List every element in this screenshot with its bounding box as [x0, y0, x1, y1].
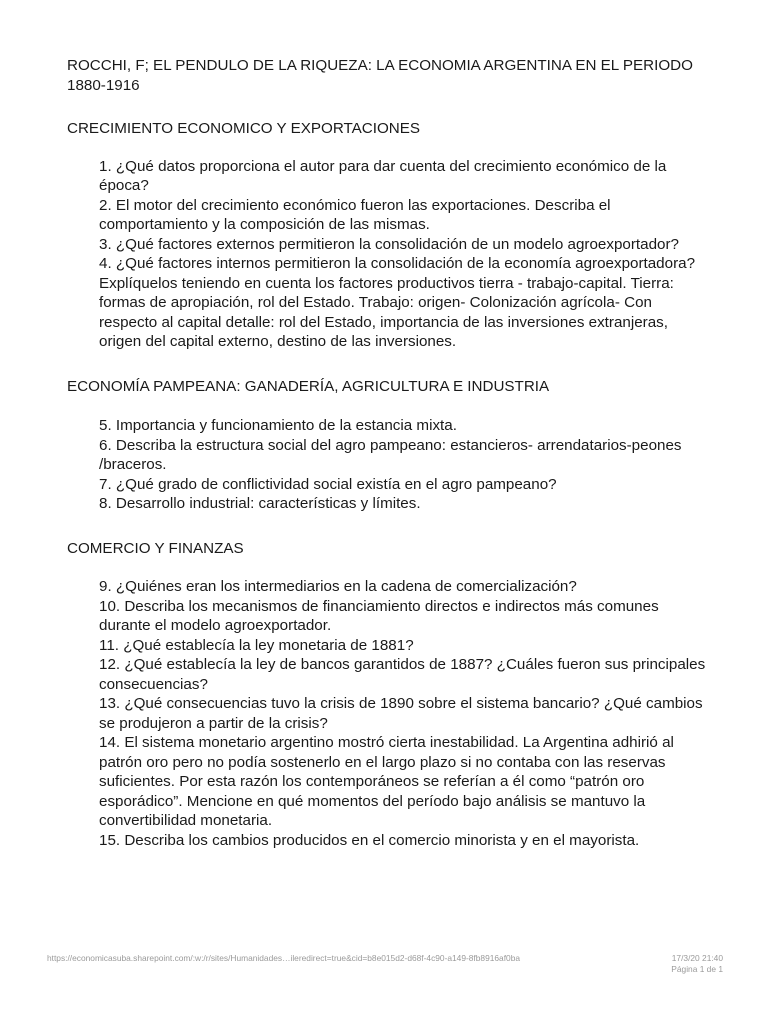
question-10: 10. Describa los mecanismos de financiamiento directos e indirectos más comunes durante el modelo agroexportador. [99, 597, 659, 634]
question-13: 13. ¿Qué consecuencias tuvo la crisis de 1890 sobre el sistema bancario? ¿Qué cambios se produjeron a partir de la crisis? [99, 695, 703, 732]
footer-page-number: Página 1 de 1 [671, 964, 723, 974]
question-14: 14. El sistema monetario argentino mostró cierta inestabilidad. La Argentina adhirió al patrón oro pero no podía sostenerlo en el largo plazo si no contaba con las reservas suficientes. Por esta razón los contemporáneos se referían a él como “patrón oro esporádico”. Mencione en qué momentos del período bajo análisis se mantuvo la convertibilidad monetaria. [99, 734, 674, 829]
section-heading-crecimiento: CRECIMIENTO ECONOMICO Y EXPORTACIONES [67, 120, 421, 137]
document-body [67, 56, 707, 850]
document-title: ROCCHI, F; EL PENDULO DE LA RIQUEZA: LA ECONOMIA ARGENTINA EN EL PERIODO 1880-1916 [67, 57, 693, 94]
question-list-crecimiento [67, 157, 707, 352]
question-7: 7. ¿Qué grado de conflictividad social existía en el agro pampeano? [99, 475, 557, 493]
question-6: 6. Describa la estructura social del agro pampeano: estancieros- arrendatarios-peones /braceros. [99, 436, 682, 473]
question-2: 2. El motor del crecimiento económico fueron las exportaciones. Describa el comportamiento y la composición de las mismas. [99, 196, 611, 233]
question-4: 4. ¿Qué factores internos permitieron la consolidación de la economía agroexportadora? Explíquelos teniendo en cuenta los factores productivos tierra - trabajo-capital. Tierra: formas de apropiación, rol del Estado. Trabajo: origen- Colonización agrícola- Con respecto al capital detalle: rol del Estado, importancia de las inversiones extranjeras, origen del capital externo, destino de las inversiones. [99, 255, 696, 350]
footer-timestamp: 17/3/20 21:40 [671, 953, 723, 963]
question-list-economia-pampeana [67, 416, 707, 514]
question-12: 12. ¿Qué establecía la ley de bancos garantidos de 1887? ¿Cuáles fueron sus principales consecuencias? [99, 656, 706, 693]
section-heading-economia-pampeana: ECONOMÍA PAMPEANA: GANADERÍA, AGRICULTURA E INDUSTRIA [67, 377, 550, 395]
question-11: 11. ¿Qué establecía la ley monetaria de 1881? [99, 636, 414, 654]
question-3: 3. ¿Qué factores externos permitieron la consolidación de un modelo agroexportador? [99, 235, 679, 253]
question-list-comercio-finanzas [67, 577, 707, 850]
question-15: 15. Describa los cambios producidos en el comercio minorista y en el mayorista. [99, 831, 640, 849]
footer-url: https://economicasuba.sharepoint.com/:w:/r/sites/Humanidades…ileredirect=true&cid=b8e015d2-d68f-4c90-a149-8fb8916af0ba [47, 953, 521, 963]
question-5: 5. Importancia y funcionamiento de la estancia mixta. [99, 417, 457, 434]
question-9: 9. ¿Quiénes eran los intermediarios en la cadena de comercialización? [99, 578, 577, 595]
section-heading-comercio-finanzas: COMERCIO Y FINANZAS [67, 539, 244, 557]
footer-meta [671, 953, 723, 975]
question-1: 1. ¿Qué datos proporciona el autor para dar cuenta del crecimiento económico de la época? [99, 157, 667, 194]
question-8: 8. Desarrollo industrial: características y límites. [99, 495, 421, 512]
